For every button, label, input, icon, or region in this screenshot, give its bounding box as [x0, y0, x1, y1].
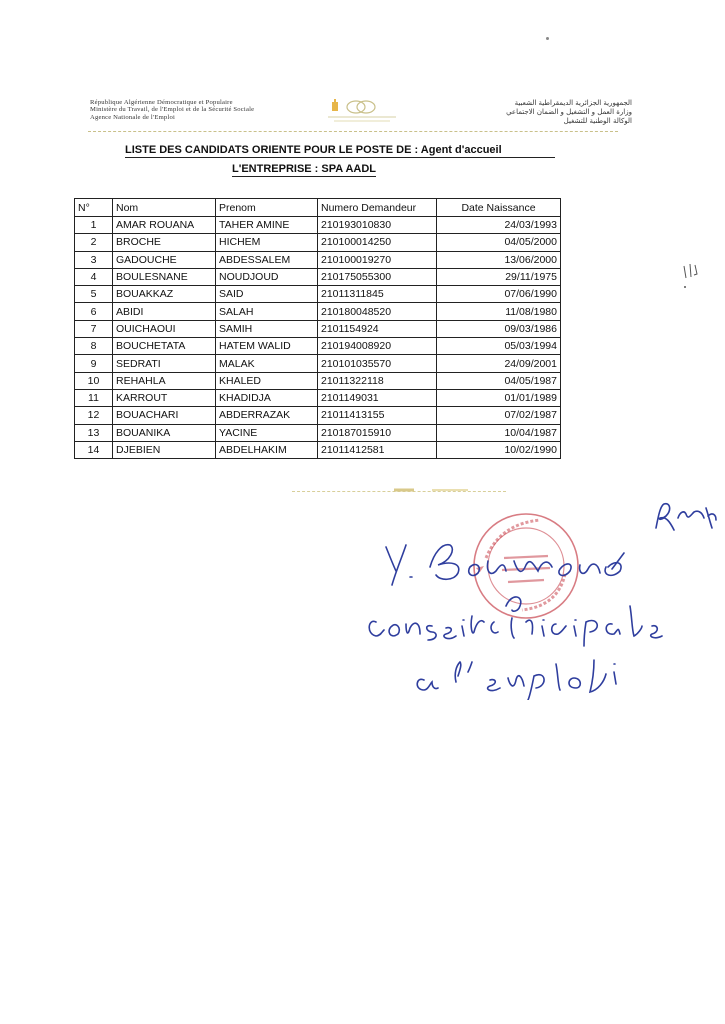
cell-date-naissance: 10/02/1990	[437, 441, 561, 458]
cell-prenom: YACINE	[216, 424, 318, 441]
cell-nom: REHAHLA	[113, 372, 216, 389]
footer-divider-ornament	[392, 487, 482, 493]
cell-number: 11	[75, 389, 113, 406]
handwritten-role	[410, 650, 645, 700]
table-row	[75, 441, 561, 458]
cell-numero-demandeur: 210193010830	[318, 217, 437, 234]
cell-nom: BOUANIKA	[113, 424, 216, 441]
cell-number: 2	[75, 234, 113, 251]
cell-nom: AMAR ROUANA	[113, 217, 216, 234]
handwritten-title	[362, 582, 687, 648]
cell-date-naissance: 11/08/1980	[437, 303, 561, 320]
document-title: LISTE DES CANDIDATS ORIENTE POUR LE POSTE DE : Agent d'accueil	[125, 144, 555, 158]
cell-prenom: SAID	[216, 286, 318, 303]
cell-number: 1	[75, 217, 113, 234]
cell-date-naissance: 04/05/2000	[437, 234, 561, 251]
table-row	[75, 338, 561, 355]
cell-prenom: SALAH	[216, 303, 318, 320]
cell-prenom: HATEM WALID	[216, 338, 318, 355]
cell-nom: KARROUT	[113, 389, 216, 406]
table-row	[75, 251, 561, 268]
cell-number: 6	[75, 303, 113, 320]
column-header-prenom: Prenom	[216, 199, 318, 217]
header-divider	[88, 131, 618, 132]
cell-date-naissance: 24/03/1993	[437, 217, 561, 234]
cell-nom: ABIDI	[113, 303, 216, 320]
cell-numero-demandeur: 21011322118	[318, 372, 437, 389]
header-french-line: Agence Nationale de l'Emploi	[90, 113, 175, 121]
header-arabic-line: الوكالة الوطنية للتشغيل	[563, 117, 632, 125]
cell-number: 13	[75, 424, 113, 441]
header-french-line: Ministère du Travail, de l'Emploi et de la Sécurité Sociale	[90, 106, 255, 114]
cell-number: 14	[75, 441, 113, 458]
header-french-block	[90, 99, 320, 121]
table-row	[75, 217, 561, 234]
cell-number: 9	[75, 355, 113, 372]
cell-prenom: ABDESSALEM	[216, 251, 318, 268]
cell-prenom: KHALED	[216, 372, 318, 389]
cell-date-naissance: 09/03/1986	[437, 320, 561, 337]
table-row	[75, 286, 561, 303]
cell-nom: SEDRATI	[113, 355, 216, 372]
cell-date-naissance: 13/06/2000	[437, 251, 561, 268]
cell-prenom: NOUDJOUD	[216, 268, 318, 285]
cell-date-naissance: 01/01/1989	[437, 389, 561, 406]
cell-date-naissance: 07/02/1987	[437, 407, 561, 424]
cell-number: 10	[75, 372, 113, 389]
table-row	[75, 355, 561, 372]
cell-numero-demandeur: 210100014250	[318, 234, 437, 251]
cell-date-naissance: 29/11/1975	[437, 268, 561, 285]
table-row	[75, 424, 561, 441]
cell-numero-demandeur: 210194008920	[318, 338, 437, 355]
table-row	[75, 234, 561, 251]
cell-nom: BOUAKKAZ	[113, 286, 216, 303]
cell-date-naissance: 07/06/1990	[437, 286, 561, 303]
cell-nom: BOULESNANE	[113, 268, 216, 285]
cell-prenom: SAMIH	[216, 320, 318, 337]
header-french-line: République Algérienne Démocratique et Populaire	[90, 99, 233, 106]
cell-prenom: HICHEM	[216, 234, 318, 251]
scan-speck	[546, 37, 549, 40]
table-header-row	[75, 199, 561, 217]
cell-numero-demandeur: 210187015910	[318, 424, 437, 441]
header-arabic-line: وزارة العمل و التشغيل و الضمان الاجتماعي	[506, 108, 632, 116]
cell-prenom: MALAK	[216, 355, 318, 372]
cell-numero-demandeur: 210175055300	[318, 268, 437, 285]
cell-prenom: KHADIDJA	[216, 389, 318, 406]
cell-date-naissance: 10/04/1987	[437, 424, 561, 441]
agency-logo-icon	[326, 98, 398, 124]
cell-numero-demandeur: 210180048520	[318, 303, 437, 320]
table-row	[75, 372, 561, 389]
cell-numero-demandeur: 210101035570	[318, 355, 437, 372]
cell-numero-demandeur: 21011311845	[318, 286, 437, 303]
cell-nom: BROCHE	[113, 234, 216, 251]
cell-prenom: ABDERRAZAK	[216, 407, 318, 424]
cell-numero-demandeur: 210100019270	[318, 251, 437, 268]
cell-nom: BOUACHARI	[113, 407, 216, 424]
table-row	[75, 303, 561, 320]
cell-number: 4	[75, 268, 113, 285]
cell-number: 12	[75, 407, 113, 424]
cell-number: 8	[75, 338, 113, 355]
column-header-number: N°	[75, 199, 113, 217]
cell-number: 5	[75, 286, 113, 303]
cell-numero-demandeur: 2101149031	[318, 389, 437, 406]
cell-date-naissance: 24/09/2001	[437, 355, 561, 372]
cell-nom: BOUCHETATA	[113, 338, 216, 355]
candidates-table	[74, 198, 561, 459]
margin-pen-mark	[680, 258, 702, 292]
table-row	[75, 268, 561, 285]
table-row	[75, 320, 561, 337]
column-header-numero-demandeur: Numero Demandeur	[318, 199, 437, 217]
header-arabic-block	[402, 99, 632, 126]
cell-nom: GADOUCHE	[113, 251, 216, 268]
column-header-date-naissance: Date Naissance	[437, 199, 561, 217]
cell-date-naissance: 05/03/1994	[437, 338, 561, 355]
cell-prenom: ABDELHAKIM	[216, 441, 318, 458]
handwritten-initials	[650, 498, 720, 538]
cell-number: 7	[75, 320, 113, 337]
handwritten-name	[380, 527, 630, 589]
cell-nom: OUICHAOUI	[113, 320, 216, 337]
cell-numero-demandeur: 21011412581	[318, 441, 437, 458]
cell-date-naissance: 04/05/1987	[437, 372, 561, 389]
header-arabic-line: الجمهورية الجزائرية الديمقراطية الشعبية	[514, 99, 632, 107]
table-row	[75, 389, 561, 406]
cell-number: 3	[75, 251, 113, 268]
cell-nom: DJEBIEN	[113, 441, 216, 458]
cell-numero-demandeur: 21011413155	[318, 407, 437, 424]
cell-prenom: TAHER AMINE	[216, 217, 318, 234]
table-row	[75, 407, 561, 424]
cell-numero-demandeur: 2101154924	[318, 320, 437, 337]
column-header-nom: Nom	[113, 199, 216, 217]
company-subtitle: L'ENTREPRISE : SPA AADL	[232, 163, 376, 175]
